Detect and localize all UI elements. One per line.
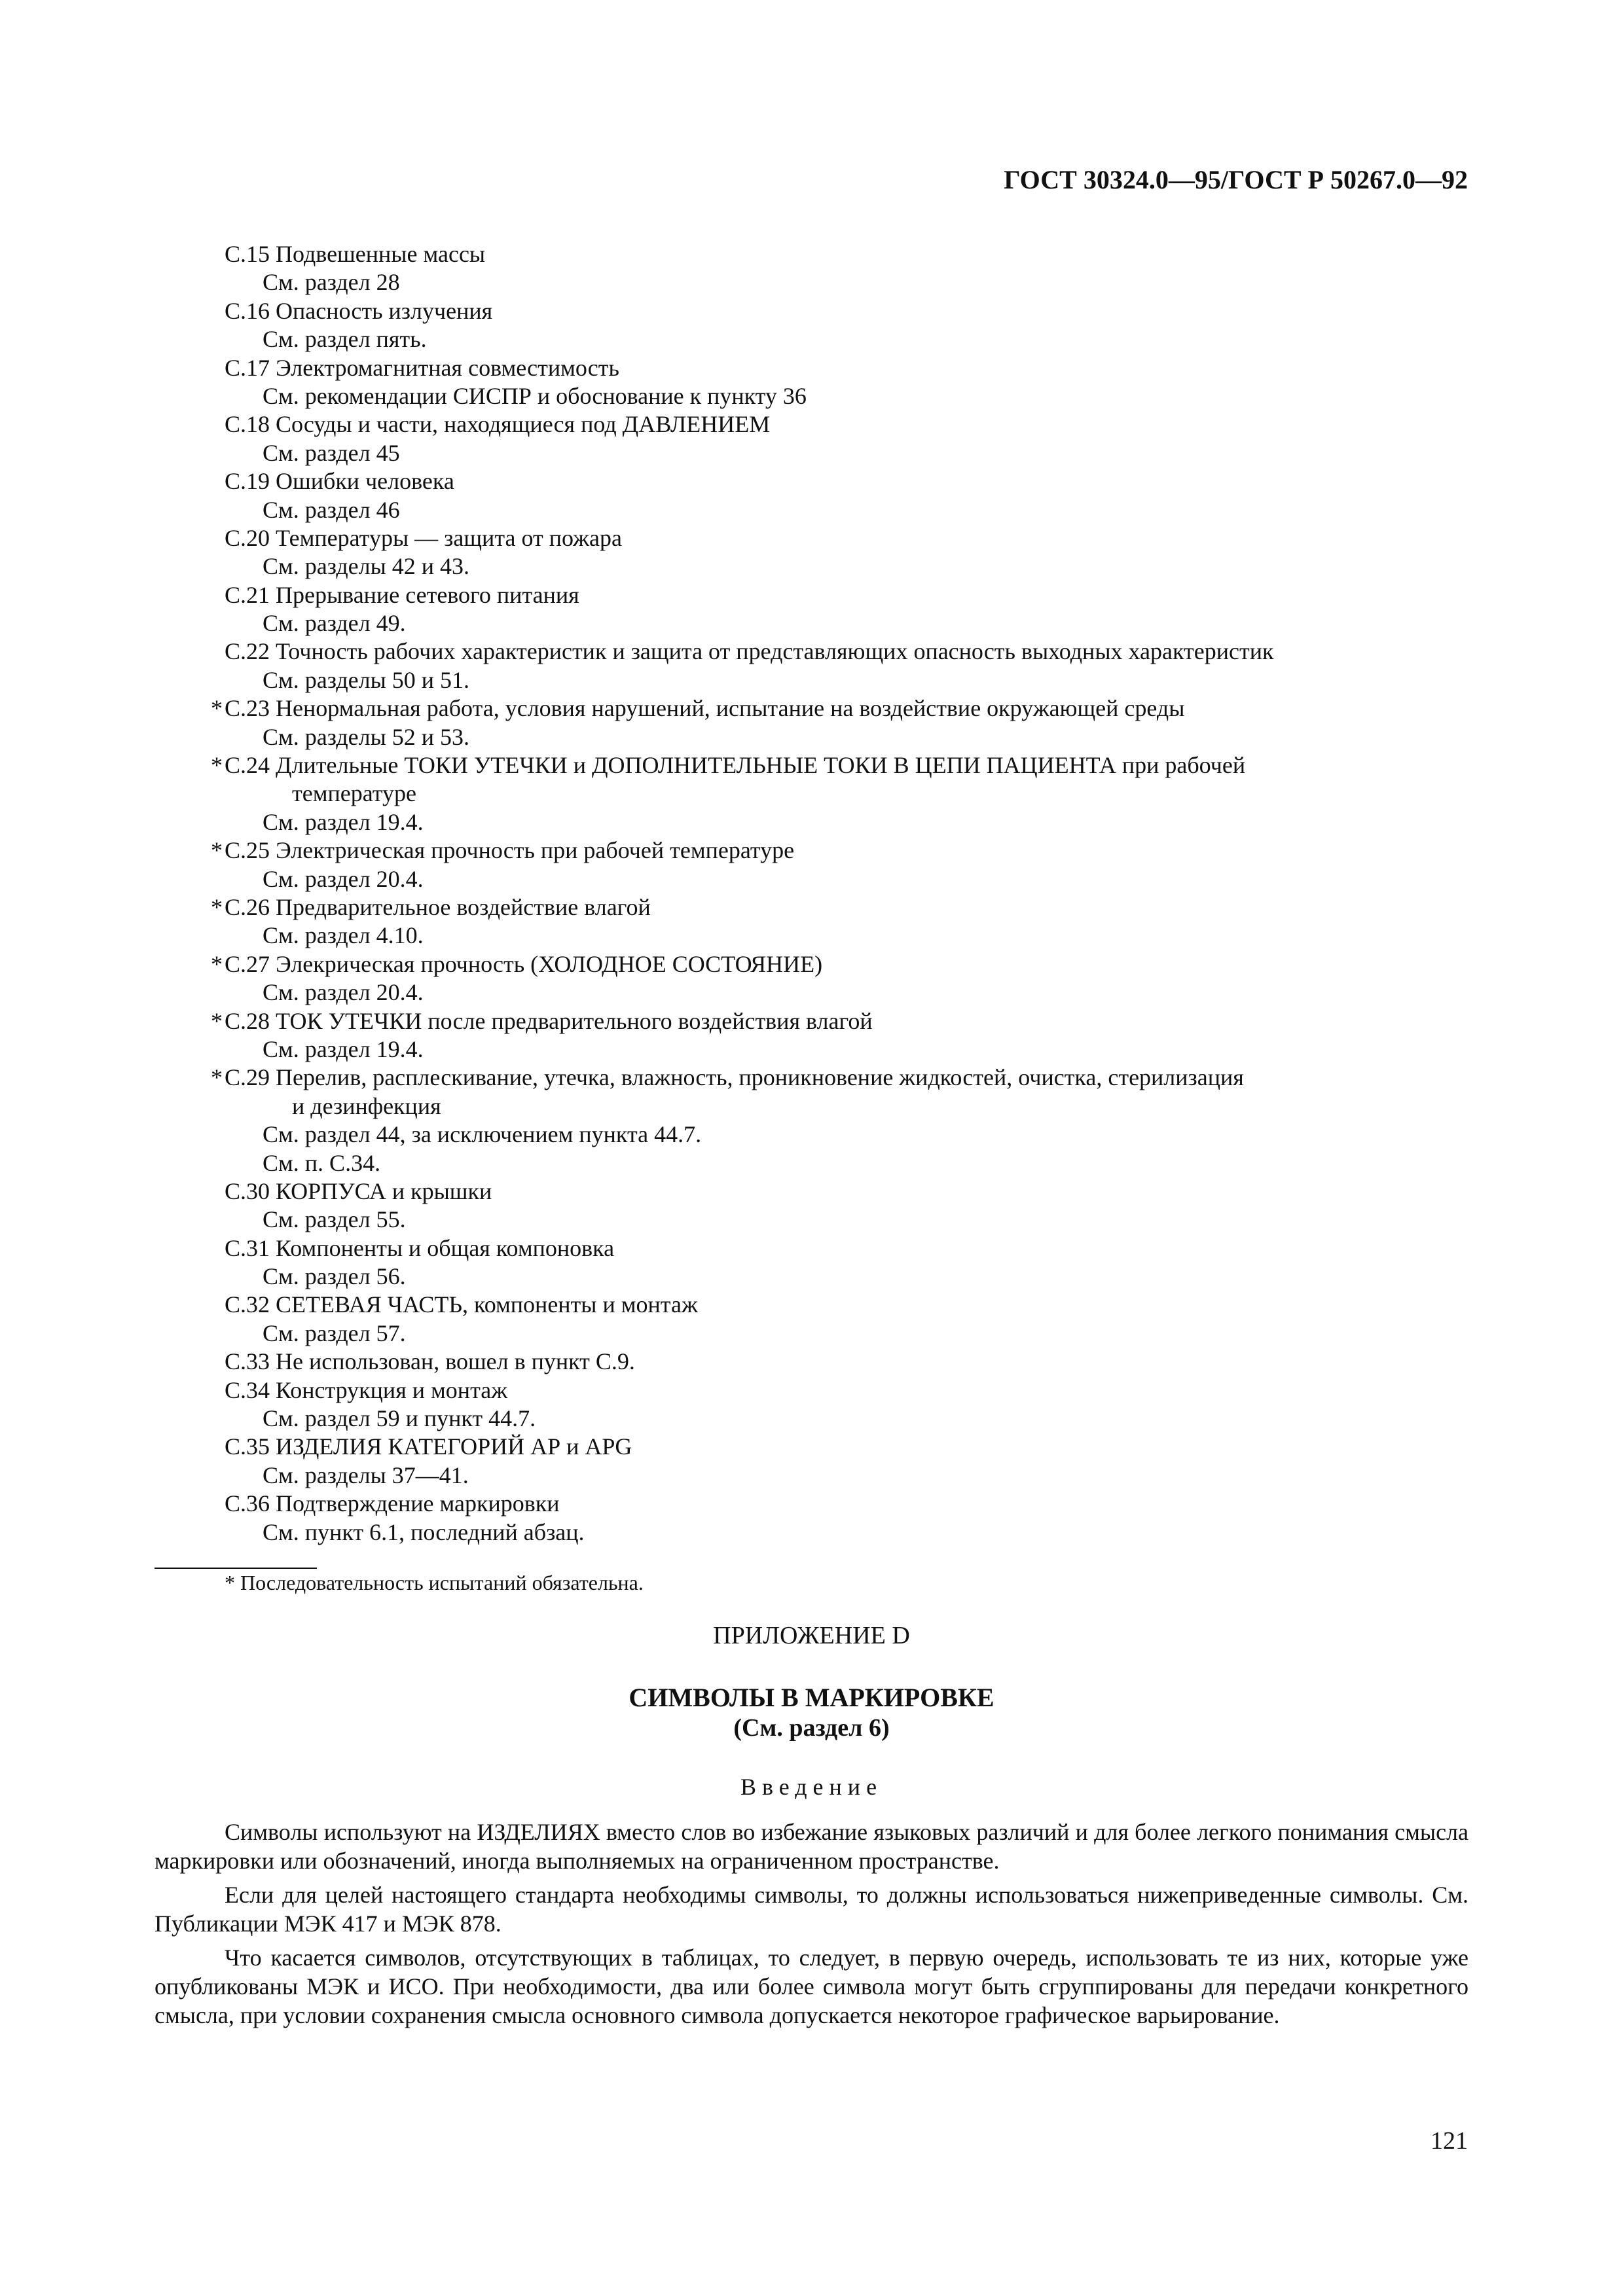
- item-number: C.36: [225, 1490, 270, 1517]
- list-item: [225, 637, 1468, 694]
- item-text: ТОК УТЕЧКИ после предварительного воздействия влагой: [276, 1007, 873, 1034]
- list-item: [225, 240, 1468, 297]
- item-number: C.26: [225, 893, 270, 920]
- item-title: [225, 524, 1468, 552]
- item-title: [225, 1177, 1468, 1206]
- item-reference: См. раздел 19.4.: [263, 1035, 424, 1062]
- paragraph: Что касается символов, отсутствующих в таблицах, то следует, в первую очередь, использовать те из них, которые уже опубликованы МЭК и ИСО. При необходимости, два или более символа могут быть сгруппированы для передачи конкретного смысла, при условии сохранения смысла основного символа допускается некоторое графическое варьирование.: [155, 1945, 1468, 2028]
- item-title: [225, 240, 1468, 268]
- item-reference: См. раздел 20.4.: [263, 865, 424, 892]
- item-reference: См. раздел 59 и пункт 44.7.: [263, 1405, 536, 1432]
- item-title: [211, 950, 1468, 978]
- item-reference: См. раздел 55.: [263, 1206, 406, 1233]
- item-text-continuation: и дезинфекция: [292, 1092, 441, 1119]
- appendix-subtitle: (См. раздел 6): [733, 1714, 890, 1742]
- paragraph: Символы используют на ИЗДЕЛИЯХ вместо слов во избежание языковых различий и для более легкого понимания смысла маркировки или обозначений, иногда выполняемых на ограниченном пространстве.: [155, 1819, 1468, 1874]
- item-title: [225, 1376, 1468, 1405]
- item-reference: См. рекомендации СИСПР и обоснование к пункту 36: [263, 382, 807, 409]
- item-text: ИЗДЕЛИЯ КАТЕГОРИЙ АР и APG: [276, 1433, 632, 1460]
- item-reference: См. раздел 4.10.: [263, 922, 424, 949]
- item-title: [225, 581, 1468, 609]
- item-text: Опасность излучения: [276, 297, 493, 324]
- list-item: [225, 1348, 1468, 1376]
- list-item: [225, 410, 1468, 467]
- item-reference: См. раздел 46: [263, 496, 400, 523]
- item-text: Электрическая прочность при рабочей температуре: [276, 837, 795, 864]
- list-item: [211, 893, 1468, 950]
- mandatory-marker: *: [211, 950, 223, 977]
- list-item: [211, 1007, 1468, 1064]
- test-sequence-list: [211, 240, 1468, 1547]
- list-item: [225, 581, 1468, 638]
- item-title: [211, 1007, 1468, 1035]
- item-title: [211, 694, 1468, 723]
- item-number: C.20: [225, 524, 270, 551]
- item-text: Компоненты и общая компоновка: [276, 1234, 615, 1261]
- item-title: [211, 751, 1468, 780]
- list-item: [225, 297, 1468, 354]
- item-text: СЕТЕВАЯ ЧАСТЬ, компоненты и монтаж: [276, 1291, 698, 1318]
- mandatory-marker: *: [211, 893, 223, 920]
- item-title: [225, 354, 1468, 382]
- mandatory-marker: *: [211, 1064, 223, 1091]
- item-title: [225, 637, 1468, 666]
- item-number: C.34: [225, 1376, 270, 1403]
- item-number: C.30: [225, 1177, 270, 1204]
- item-number: C.32: [225, 1291, 270, 1318]
- item-title: [225, 467, 1468, 495]
- item-reference: См. разделы 42 и 43.: [263, 553, 470, 580]
- list-item: [225, 1234, 1468, 1291]
- item-text: Сосуды и части, находящиеся под ДАВЛЕНИЕМ: [276, 411, 771, 438]
- list-item: [211, 751, 1468, 836]
- intro-heading: Введение: [740, 1774, 883, 1800]
- page-number: 121: [1431, 2127, 1468, 2155]
- item-text: Ошибки человека: [276, 468, 454, 495]
- item-reference: См. раздел 56.: [263, 1263, 406, 1290]
- item-text: Точность рабочих характеристик и защита от представляющих опасность выходных характеристик: [276, 638, 1274, 665]
- item-reference: См. раздел 28: [263, 269, 400, 296]
- footnote-rule: [155, 1568, 317, 1569]
- item-text: КОРПУСА и крышки: [276, 1177, 492, 1204]
- item-number: C.33: [225, 1348, 270, 1375]
- item-reference: См. раздел пять.: [263, 326, 427, 353]
- item-text: Подвешенные массы: [276, 241, 486, 267]
- item-text: Конструкция и монтаж: [276, 1376, 508, 1403]
- item-title: [211, 1064, 1468, 1092]
- item-reference: См. раздел 20.4.: [263, 979, 424, 1006]
- item-title: [225, 297, 1468, 325]
- item-reference: См. раздел 44, за исключением пункта 44.7.: [263, 1121, 702, 1148]
- list-item: [211, 1064, 1468, 1177]
- list-item: [225, 1177, 1468, 1234]
- item-reference: См. раздел 57.: [263, 1319, 406, 1346]
- item-number: C.27: [225, 950, 270, 977]
- item-title: [225, 1291, 1468, 1319]
- mandatory-marker: *: [211, 837, 223, 864]
- item-number: C.31: [225, 1234, 270, 1261]
- item-number: C.23: [225, 695, 270, 722]
- list-item: [225, 1433, 1468, 1490]
- item-number: C.16: [225, 297, 270, 324]
- mandatory-marker: *: [211, 1007, 223, 1034]
- item-title: [225, 1433, 1468, 1461]
- item-reference: См. разделы 50 и 51.: [263, 666, 470, 693]
- item-number: C.17: [225, 354, 270, 381]
- item-text: Не использован, вошел в пункт С.9.: [276, 1348, 635, 1375]
- item-title: [225, 1234, 1468, 1263]
- item-reference: См. раздел 49.: [263, 610, 406, 637]
- item-text: Элекрическая прочность (ХОЛОДНОЕ СОСТОЯНИЕ): [276, 950, 823, 977]
- item-text: Предварительное воздействие влагой: [276, 893, 651, 920]
- item-title: [211, 836, 1468, 865]
- item-number: C.21: [225, 581, 270, 608]
- item-reference: См. разделы 37—41.: [263, 1462, 469, 1488]
- mandatory-marker: *: [211, 752, 223, 779]
- item-title: [225, 1490, 1468, 1518]
- list-item: [225, 1490, 1468, 1547]
- mandatory-marker: *: [211, 695, 223, 722]
- list-item: [225, 1376, 1468, 1433]
- intro-text: [155, 1818, 1468, 2035]
- item-number: C.25: [225, 837, 270, 864]
- item-reference: См. раздел 19.4.: [263, 808, 424, 835]
- item-reference: См. п. С.34.: [263, 1149, 381, 1176]
- item-reference: См. разделы 52 и 53.: [263, 723, 470, 750]
- item-number: C.15: [225, 241, 270, 267]
- item-text: Длительные ТОКИ УТЕЧКИ и ДОПОЛНИТЕЛЬНЫЕ ТОКИ В ЦЕПИ ПАЦИЕНТА при рабочей: [276, 752, 1246, 779]
- item-text: Электромагнитная совместимость: [276, 354, 619, 381]
- item-number: C.19: [225, 468, 270, 495]
- item-number: C.28: [225, 1007, 270, 1034]
- document-header: ГОСТ 30324.0—95/ГОСТ Р 50267.0—92: [1004, 165, 1468, 194]
- list-item: [225, 1291, 1468, 1348]
- item-text: Перелив, расплескивание, утечка, влажность, проникновение жидкостей, очистка, стерилизация: [276, 1064, 1244, 1091]
- item-number: C.24: [225, 752, 270, 779]
- item-text: Температуры — защита от пожара: [276, 524, 622, 551]
- footnote: * Последовательность испытаний обязательна.: [225, 1571, 644, 1594]
- list-item: [225, 354, 1468, 411]
- list-item: [211, 694, 1468, 751]
- item-title: [225, 1348, 1468, 1376]
- appendix-label: ПРИЛОЖЕНИЕ D: [713, 1622, 910, 1649]
- list-item: [211, 836, 1468, 893]
- paragraph: Если для целей настоящего стандарта необходимы символы, то должны использоваться нижеприведенные символы. См. Публикации МЭК 417 и МЭК 878.: [155, 1882, 1468, 1937]
- item-reference: См. раздел 45: [263, 439, 400, 466]
- item-title: [225, 410, 1468, 439]
- item-reference: См. пункт 6.1, последний абзац.: [263, 1518, 585, 1545]
- appendix-title: СИМВОЛЫ В МАРКИРОВКЕ: [629, 1683, 994, 1712]
- list-item: [225, 467, 1468, 524]
- list-item: [211, 950, 1468, 1007]
- item-text: Прерывание сетевого питания: [276, 581, 579, 608]
- item-title: [211, 893, 1468, 922]
- item-text-continuation: температуре: [292, 780, 417, 807]
- item-number: C.18: [225, 411, 270, 438]
- item-number: C.35: [225, 1433, 270, 1460]
- item-number: C.29: [225, 1064, 270, 1091]
- item-number: C.22: [225, 638, 270, 665]
- list-item: [225, 524, 1468, 581]
- item-text: Подтверждение маркировки: [276, 1490, 560, 1517]
- item-text: Ненормальная работа, условия нарушений, испытание на воздействие окружающей среды: [276, 695, 1185, 722]
